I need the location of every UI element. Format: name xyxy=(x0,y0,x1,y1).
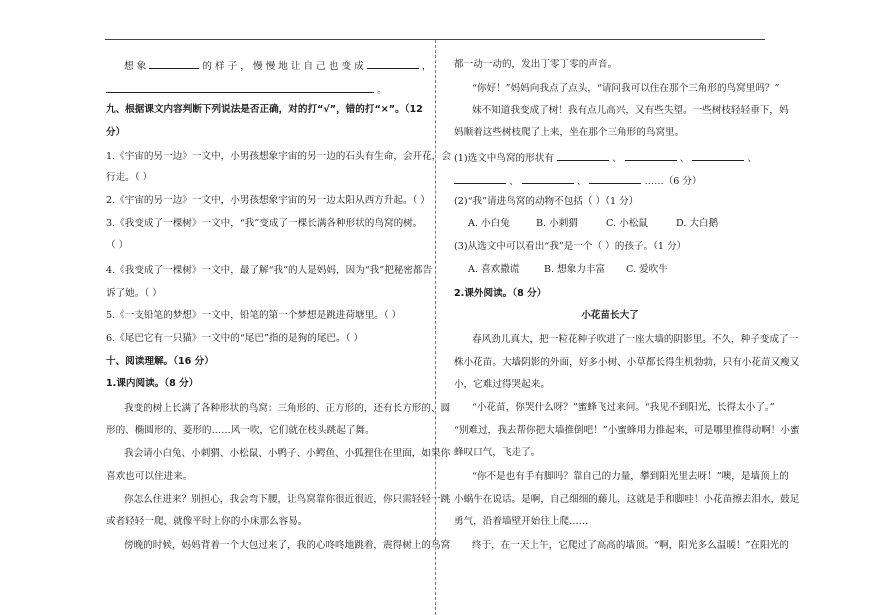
text-segment: ， xyxy=(421,61,432,72)
story-title: 小花苗长大了 xyxy=(581,310,639,321)
passage-line: 形的、椭圆形的、菱形的……风一吹，它们就在枝头跳起了舞。 xyxy=(106,425,375,436)
question-2: (2)“我”请进鸟窝的动物不包括（ ）（1 分） xyxy=(454,196,639,207)
question-6: 6.《尾巴它有一只猫》一文中的“尾巴”指的是狗的尾巴。（ ） xyxy=(106,333,364,344)
answer-blank[interactable] xyxy=(625,151,677,161)
answer-blank[interactable] xyxy=(692,151,744,161)
answer-blank[interactable] xyxy=(589,174,641,184)
option-a[interactable]: A. 小白兔 xyxy=(468,218,510,229)
question-3-cont: （ ） xyxy=(106,240,129,251)
question-3-options xyxy=(454,264,668,276)
subsection-1-title: 1.课内阅读。（8 分） xyxy=(106,378,199,389)
question-1: 1.《宇宙的另一边》一文中，小男孩想象宇宙的另一边的石头有生命，会开花，会 xyxy=(106,151,451,162)
question-2-options xyxy=(454,218,718,230)
question-3: 3.《我变成了一棵树》一文中，“我”变成了一棵长满各种形状的鸟窝的树。 xyxy=(106,218,423,229)
answer-blank[interactable] xyxy=(522,174,574,184)
section-9-title-cont: 分） xyxy=(106,127,126,138)
passage-line: 勇气，沿着墙壁开始往上爬…… xyxy=(454,516,589,527)
question-4-cont: 诉了她。（ ） xyxy=(106,288,162,299)
fill-line-2 xyxy=(106,83,387,97)
answer-blank[interactable] xyxy=(149,59,199,69)
option-a[interactable]: A. 喜欢撒谎 xyxy=(468,264,520,275)
separator: 、 xyxy=(509,176,519,187)
separator: 、 xyxy=(679,153,690,164)
answer-blank[interactable] xyxy=(557,151,609,161)
question-text: ……（6 分） xyxy=(644,176,702,187)
question-1-cont: 行走。（ ） xyxy=(106,172,153,183)
column-divider xyxy=(435,40,436,615)
passage-line: 你怎么住进来？别担心，我会弯下腰，让鸟窝靠你很近很近，你只需轻轻一跳 xyxy=(124,494,451,505)
subsection-2-title: 2.课外阅读。（8 分） xyxy=(454,288,547,299)
passage-line: “你不是也有手有脚吗？靠自己的力量，攀到阳光里去呀！”噢，是墙顶上的 xyxy=(472,471,789,482)
separator: 、 xyxy=(747,153,758,164)
question-4: 4.《我变成了一棵树》一文中，最了解“我”的人是妈妈，因为“我”把秘密都告 xyxy=(106,265,433,276)
passage-line: 喜欢也可以住进来。 xyxy=(106,471,193,482)
question-3: (3)从选文中可以看出“我”是一个（ ）的孩子。（1 分） xyxy=(454,241,687,252)
passage-line: 蜂叹口气，飞走了。 xyxy=(454,447,541,458)
section-9-title: 九、根据课文内容判断下列说法是否正确，对的打“√”，错的打“×”。（12 xyxy=(106,104,423,115)
option-b[interactable]: B. 想象力丰富 xyxy=(544,264,606,275)
question-2: 2.《宇宙的另一边》一文中，小男孩想象宇宙的另一边太阳从西方升起。（ ） xyxy=(106,195,430,206)
passage-line: 株小花苗。大墙阴影的外面，好多小树、小草都长得生机勃勃，只有小花苗又瘦又 xyxy=(454,357,800,368)
passage-line: 妹不知道我变成了树！我有点儿高兴，又有些失望。一些树枝轻轻垂下，妈 xyxy=(472,105,789,116)
section-10-title: 十、阅读理解。（16 分） xyxy=(106,356,214,367)
answer-blank[interactable] xyxy=(106,83,374,93)
passage-line: 我变的树上长满了各种形状的鸟窝：三角形的、正方形的，还有长方形的、圆 xyxy=(124,403,451,414)
option-c[interactable]: C. 小松鼠 xyxy=(606,218,648,229)
passage-line: 都一动一动的，发出丁零丁零的声音。 xyxy=(454,59,618,70)
passage-line: “小花苗，你哭什么呀？”蜜蜂飞过来问。“我见不到阳光，长得太小了。” xyxy=(472,402,775,413)
passage-line: 我会请小白兔、小刺猬、小松鼠、小鸭子、小鳄鱼、小狐狸住在里面，如果你 xyxy=(124,448,451,459)
answer-blank[interactable] xyxy=(367,59,419,69)
text-segment: 。 xyxy=(377,85,387,96)
passage-line: 或者轻轻一爬，就像平时上你的小床那么容易。 xyxy=(106,516,308,527)
question-text: (1)选文中鸟窝的形状有 xyxy=(454,153,554,164)
passage-line: 妈顺着这些树枝爬了上来，坐在那个三角形的鸟窝里。 xyxy=(454,127,685,138)
text-segment: 的 样 子 ， 慢 慢 地 让 自 己 也 变 成 xyxy=(202,61,364,72)
passage-line: 傍晚的时候，妈妈背着一个大包过来了，我的心咚咚地跳着，震得树上的鸟窝 xyxy=(124,540,451,551)
passage-line: 春风劲儿真大，把一粒花种子吹进了一座大墙的阴影里。不久，种子变成了一 xyxy=(472,334,799,345)
option-c[interactable]: C. 爱吹牛 xyxy=(626,264,668,275)
option-d[interactable]: D. 大白鹅 xyxy=(676,218,719,229)
question-5: 5.《一支铅笔的梦想》一文中，铅笔的第一个梦想是跳进荷塘里。（ ） xyxy=(106,310,402,321)
passage-line: “你好！”妈妈向我点了点头，“请问我可以住在那个三角形的鸟窝里吗？” xyxy=(472,83,780,94)
passage-line: 小，它难过得哭起来。 xyxy=(454,379,550,390)
fill-line-1 xyxy=(124,59,431,73)
separator: 、 xyxy=(576,176,587,187)
passage-line: 终于，在一天上午，它爬过了高高的墙顶。“啊，阳光多么温暖！”在阳光的 xyxy=(472,540,789,551)
option-b[interactable]: B. 小刺猬 xyxy=(536,218,578,229)
passage-line: “别难过，我去帮你把大墙推倒吧！”小蜜蜂用力推起来，可是哪里推得动啊！小蜜 xyxy=(454,425,800,436)
question-1 xyxy=(454,151,757,165)
separator: 、 xyxy=(612,153,622,164)
passage-line: 小蜗牛在说话。是啊，自己细细的藤儿，这就是手和脚哇！小花苗擦去泪水，鼓足 xyxy=(454,494,800,505)
text-segment: 想 象 xyxy=(124,61,147,72)
question-1-cont xyxy=(454,174,702,188)
answer-blank[interactable] xyxy=(454,174,506,184)
